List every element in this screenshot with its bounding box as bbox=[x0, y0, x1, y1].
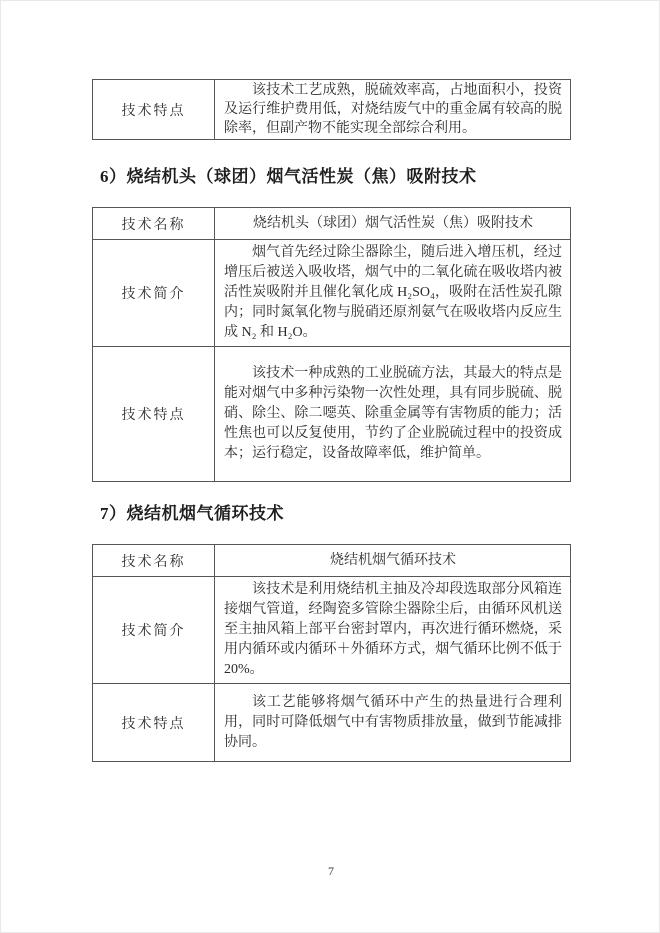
row-label: 技术简介 bbox=[93, 240, 215, 347]
cell-paragraph: 该技术是利用烧结机主抽及冷却段选取部分风箱连接烟气管道，经陶瓷多管除尘器除尘后，由循环风机送至主抽风箱上部平台密封罩内，再次进行循环燃烧，采用内循环或内循环＋外循环方式，烟气循环比例不低于 20%。 bbox=[224, 582, 562, 677]
page-number: 7 bbox=[328, 864, 334, 878]
technology-table-continued bbox=[92, 79, 571, 140]
cell-paragraph: 该技术工艺成熟，脱硫效率高，占地面积小，投资及运行维护费用低，对烧结废气中的重金属有较高的脱除率，但副产物不能实现全部综合利用。 bbox=[224, 83, 562, 136]
table-row bbox=[93, 80, 571, 140]
row-label: 技术名称 bbox=[93, 545, 215, 577]
row-content-cell bbox=[215, 80, 571, 140]
row-content-cell bbox=[215, 577, 571, 684]
technology-table-section-7 bbox=[92, 544, 571, 762]
row-label: 技术特点 bbox=[93, 80, 215, 140]
cell-paragraph: 烧结机头（球团）烟气活性炭（焦）吸附技术 bbox=[253, 215, 533, 231]
row-label: 技术简介 bbox=[93, 577, 215, 684]
section-6-heading: 6）烧结机头（球团）烟气活性炭（焦）吸附技术 bbox=[100, 167, 477, 186]
table-row bbox=[93, 208, 571, 240]
table-row bbox=[93, 545, 571, 577]
table-row bbox=[93, 240, 571, 347]
table-row bbox=[93, 347, 571, 482]
cell-paragraph: 该技术一种成熟的工业脱硫方法，其最大的特点是能对烟气中多种污染物一次性处理，具有同步脱硫、脱硝、除尘、除二噁英、除重金属等有害物质的能力；活性焦也可以反复使用，节约了企业脱硫过程中的投资成本；运行稳定，设备故障率低，维护简单。 bbox=[224, 366, 562, 461]
row-content-cell bbox=[215, 347, 571, 482]
row-content-cell bbox=[215, 240, 571, 347]
cell-paragraph: 烟气首先经过除尘器除尘，随后进入增压机，经过增压后被送入吸收塔，烟气中的二氧化硫在吸收塔内被活性炭吸附并且催化氧化成 H₂SO₄，吸附在活性炭孔隙内；同时氮氧化物与脱硝还原剂氨气在吸收塔内反应生成 N₂ 和 H₂O。 bbox=[224, 245, 562, 340]
table-row bbox=[93, 577, 571, 684]
cell-paragraph: 该工艺能够将烟气循环中产生的热量进行合理利用，同时可降低烟气中有害物质排放量，做到节能减排协同。 bbox=[224, 694, 562, 750]
row-label: 技术名称 bbox=[93, 208, 215, 240]
technology-table-section-6 bbox=[92, 207, 571, 482]
row-content-cell bbox=[215, 684, 571, 762]
row-content-cell bbox=[215, 545, 571, 577]
row-label: 技术特点 bbox=[93, 347, 215, 482]
section-7-heading: 7）烧结机烟气循环技术 bbox=[100, 504, 284, 523]
row-label: 技术特点 bbox=[93, 684, 215, 762]
cell-paragraph: 烧结机烟气循环技术 bbox=[330, 552, 456, 568]
row-content-cell bbox=[215, 208, 571, 240]
table-row bbox=[93, 684, 571, 762]
